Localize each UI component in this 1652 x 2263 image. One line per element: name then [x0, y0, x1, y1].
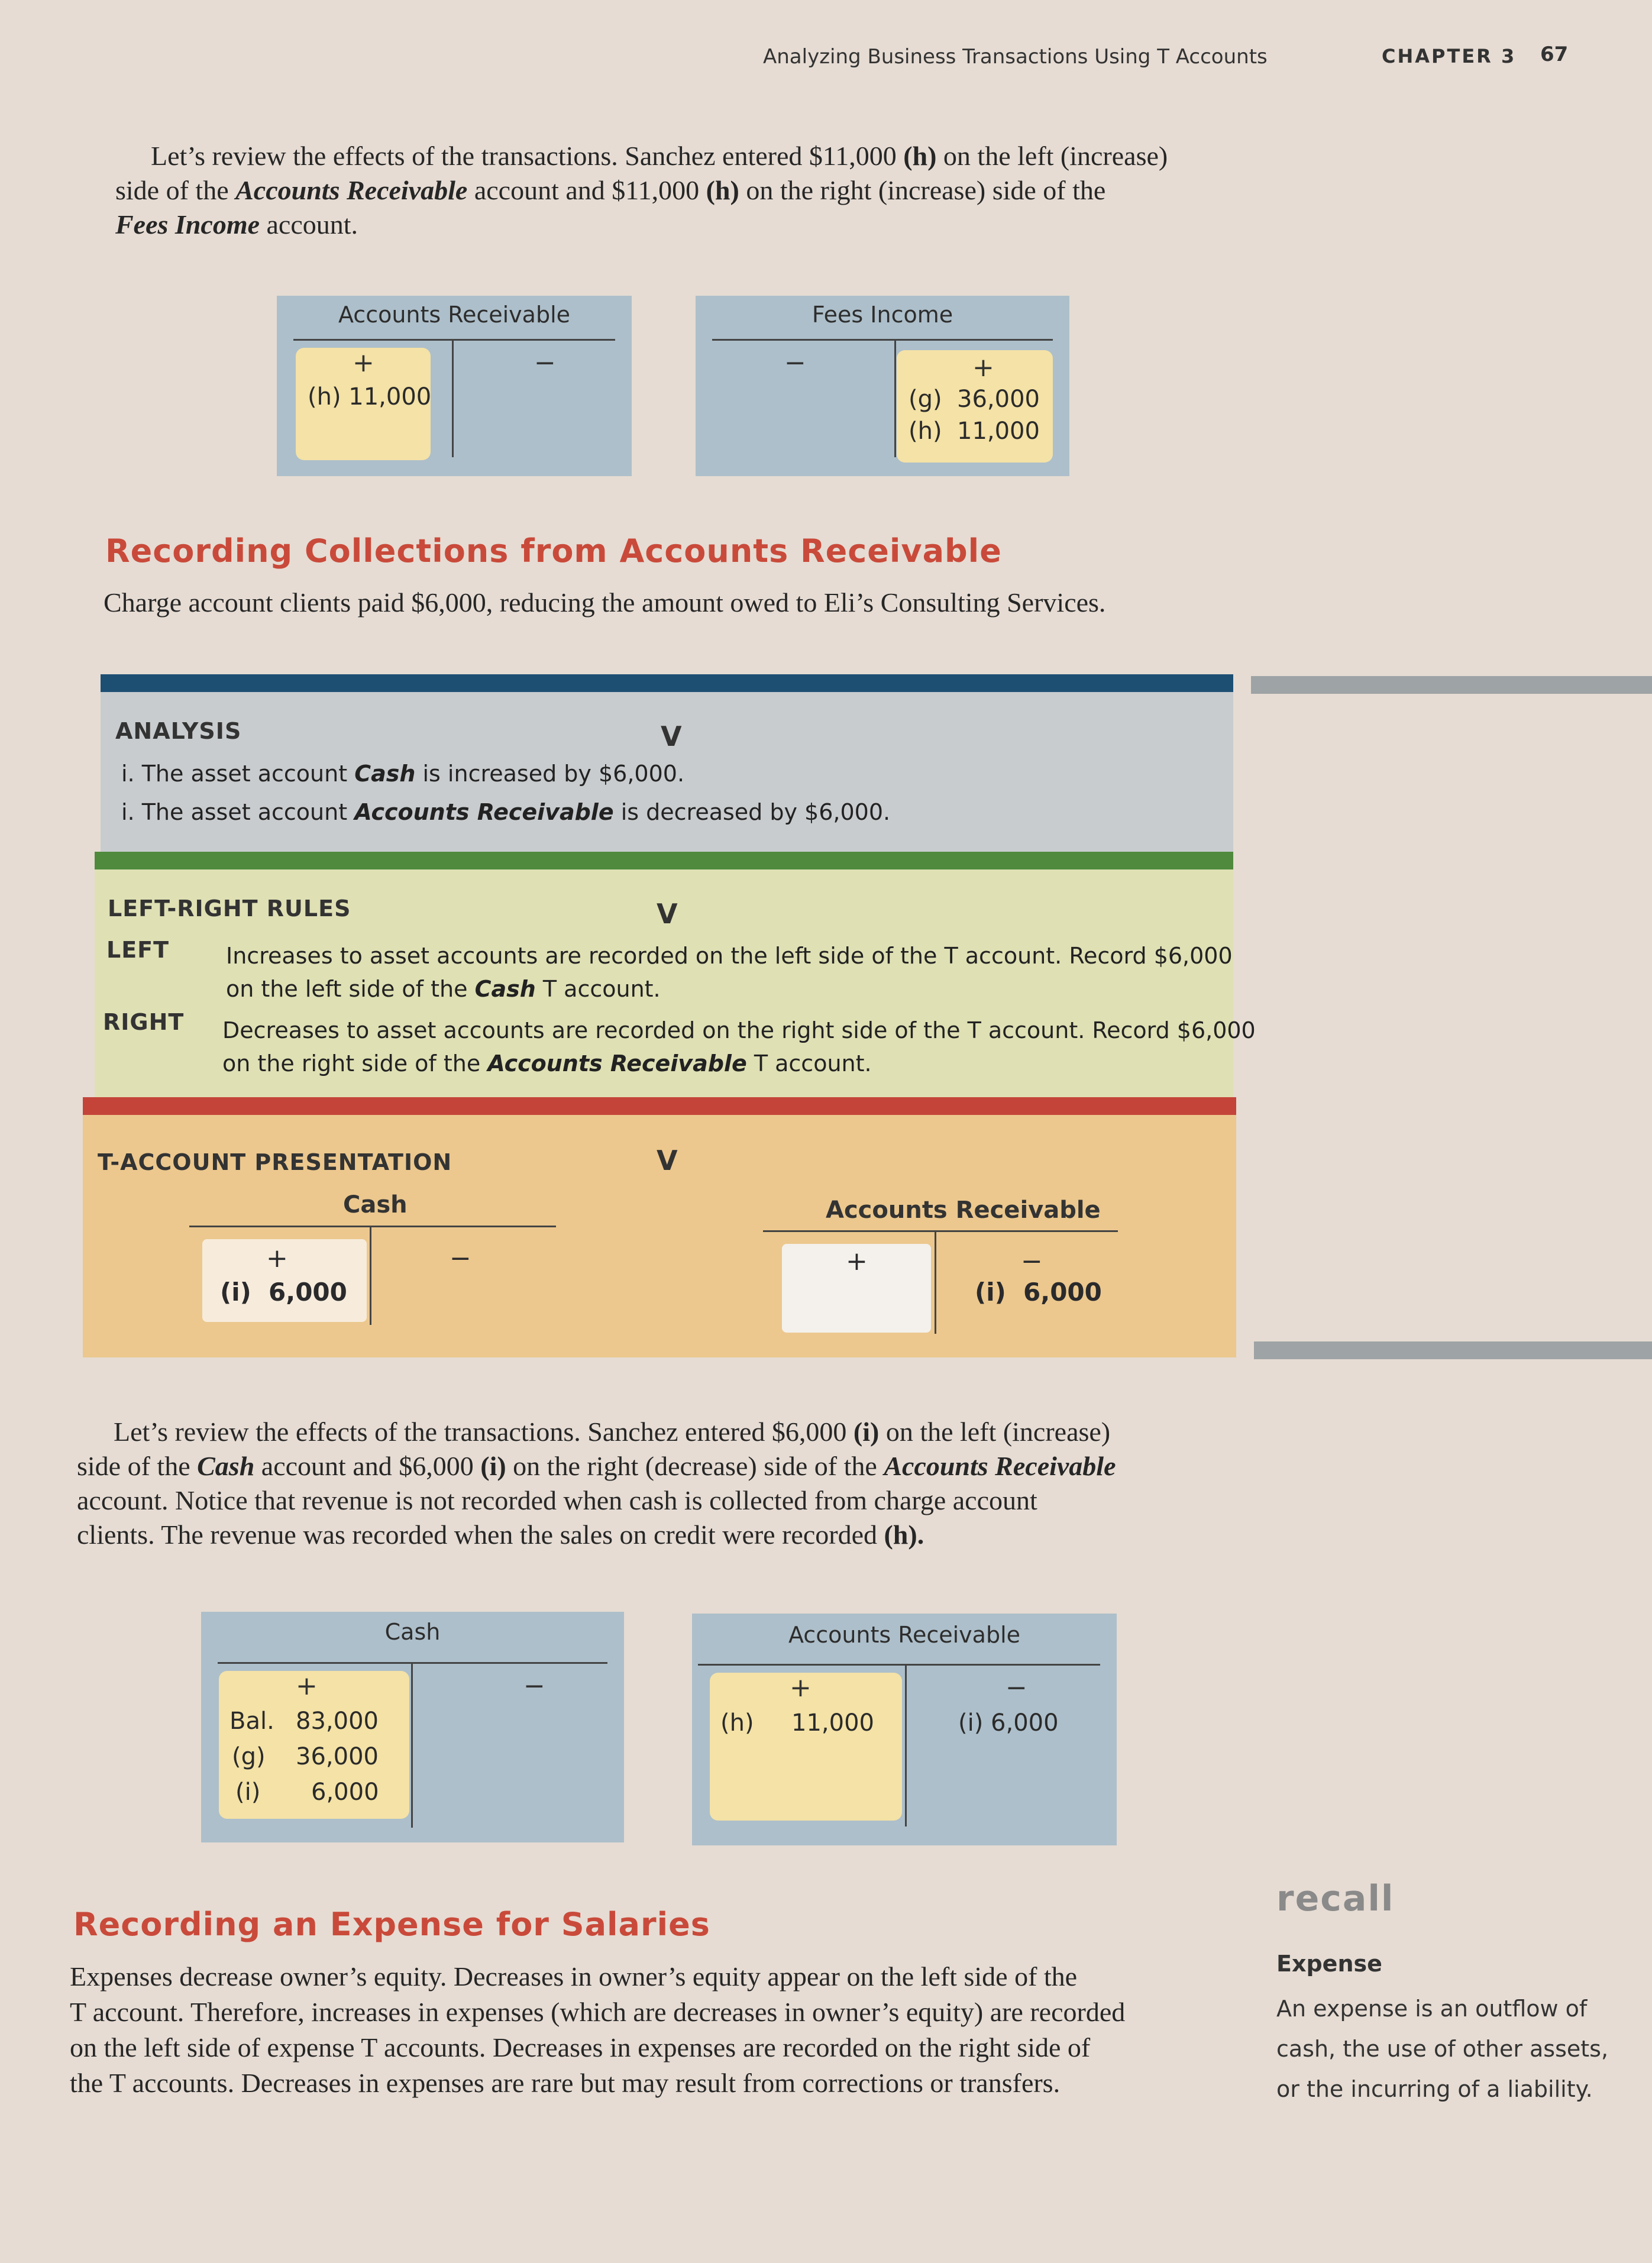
rules-title: LEFT-RIGHT RULES [108, 895, 351, 922]
page-number: 67 [1540, 43, 1569, 66]
recall-label: recall [1276, 1878, 1395, 1919]
review1-text: Let’s review the effects of the transactions. Sanchez entered $11,000 [151, 141, 897, 171]
section-heading: Recording an Expense for Salaries [73, 1906, 710, 1943]
debit-entry: (h) 11,000 [308, 383, 432, 410]
analysis-title: ANALYSIS [115, 718, 242, 744]
debit-ref: (g) [232, 1743, 266, 1770]
credit-entry: (g) 36,000 [909, 386, 1040, 413]
expense-text: on the left side of expense T accounts. Decreases in expenses are recorded on the right side of [70, 2032, 1091, 2062]
analysis-line-2 [121, 796, 890, 829]
t-account-divider [452, 339, 454, 457]
rules-account: Cash [474, 976, 536, 1002]
analysis-text: i. The asset account [121, 761, 348, 787]
expense-paragraph [70, 1959, 1253, 2101]
minus-sign: − [1006, 1673, 1027, 1703]
review1-account: Fees Income [115, 209, 260, 240]
credit-entry: (h) 11,000 [909, 418, 1040, 445]
presentation-band [83, 1097, 1236, 1115]
recall-text: An expense is an outflow of [1276, 1996, 1588, 2022]
section-heading: Recording Collections from Accounts Receivable [105, 532, 1002, 570]
review1-ref: (h) [903, 141, 937, 171]
analysis-text: is decreased by $6,000. [620, 799, 891, 825]
t-account-divider [370, 1226, 371, 1325]
minus-sign: − [784, 348, 806, 378]
t-account-divider [894, 339, 896, 457]
plus-sign: + [296, 1671, 318, 1701]
t-account-divider [935, 1230, 936, 1334]
review1-text: account and $11,000 [474, 175, 700, 205]
flow-chevron: V [657, 1145, 678, 1176]
t-account-cash [201, 1612, 624, 1842]
chapter-label: CHAPTER 3 [1382, 45, 1517, 67]
review1-text: on the right (increase) side of the [746, 175, 1106, 205]
recall-term: Expense [1276, 1951, 1382, 1977]
analysis-line-1 [121, 757, 684, 790]
expense-text: the T accounts. Decreases in expenses are rare but may result from corrections or transfers. [70, 2068, 1061, 2098]
presentation-title: T-ACCOUNT PRESENTATION [98, 1149, 452, 1175]
t-account-title: Cash [384, 1619, 441, 1645]
review2-account: Accounts Receivable [884, 1451, 1116, 1481]
t-account-rule [698, 1664, 1100, 1666]
expense-text: T account. Therefore, increases in expenses (which are decreases in owner’s equity) are recorded [70, 1997, 1126, 2027]
debit-amount: 36,000 [296, 1743, 379, 1770]
section-intro: Charge account clients paid $6,000, reducing the amount owed to Eli’s Consulting Services. [104, 587, 1106, 618]
expense-text: Expenses decrease owner’s equity. Decreases in owner’s equity appear on the left side of the [70, 1961, 1078, 1992]
t-account-rule [189, 1226, 556, 1227]
t-account-accounts-receivable [277, 296, 632, 476]
review2-text: Let’s review the effects of the transactions. Sanchez entered $6,000 [114, 1417, 847, 1447]
minus-sign: − [523, 1671, 545, 1701]
rules-band [95, 852, 1233, 869]
t-account-title: Accounts Receivable [826, 1197, 1101, 1224]
review2-text: clients. The revenue was recorded when the sales on credit were recorded [77, 1520, 877, 1550]
debit-amount: 6,000 [311, 1779, 379, 1806]
t-account-title: Fees Income [812, 302, 953, 328]
minus-sign: − [1021, 1246, 1043, 1276]
review1-account: Accounts Receivable [235, 175, 468, 205]
debit-ref: (i) [235, 1779, 261, 1806]
review2-text: on the right (decrease) side of the [513, 1451, 877, 1481]
recall-text: cash, the use of other assets, [1276, 2036, 1609, 2062]
debit-amount: 11,000 [791, 1709, 874, 1737]
presentation-cash-account [189, 1189, 556, 1331]
rules-account: Accounts Receivable [487, 1050, 747, 1076]
rules-text: T account. [542, 976, 661, 1002]
review2-ref: (i) [853, 1417, 880, 1447]
debit-amount: 83,000 [296, 1708, 379, 1735]
review2-ref: (i) [480, 1451, 506, 1481]
t-account-rule [712, 339, 1053, 341]
recall-definition [1276, 1989, 1608, 2109]
presentation-ar-account [763, 1192, 1118, 1334]
analysis-band [101, 674, 1233, 692]
flow-chevron: V [661, 720, 682, 752]
rules-text: on the left side of the [226, 976, 468, 1002]
t-account-rule [293, 339, 615, 341]
t-account-title: Accounts Receivable [788, 1622, 1021, 1648]
plus-sign: + [790, 1673, 812, 1703]
margin-divider [1254, 1341, 1652, 1359]
credit-entry: (i) 6,000 [975, 1278, 1102, 1307]
review2-ref: (h). [884, 1520, 924, 1550]
t-account-title: Cash [343, 1191, 408, 1218]
rules-right-label: RIGHT [103, 1009, 185, 1035]
t-account-accounts-receivable-2 [692, 1614, 1117, 1845]
minus-sign: − [450, 1243, 471, 1273]
review-paragraph-1 [115, 139, 1239, 242]
review1-ref: (h) [706, 175, 739, 205]
review1-text: account. [266, 209, 358, 240]
rules-text: T account. [754, 1050, 872, 1076]
plus-sign: + [353, 348, 374, 378]
plus-sign: + [846, 1246, 868, 1276]
t-account-divider [411, 1662, 413, 1828]
margin-divider [1251, 676, 1652, 694]
analysis-text: i. The asset account [121, 799, 348, 825]
review2-account: Cash [197, 1451, 255, 1481]
rules-text: Increases to asset accounts are recorded on the left side of the T account. Record $6,000 [226, 943, 1233, 969]
rules-text: on the right side of the [222, 1050, 481, 1076]
review-paragraph-2 [77, 1415, 1248, 1552]
debit-ref: (h) [720, 1709, 754, 1737]
review2-text: account. Notice that revenue is not recorded when cash is collected from charge account [77, 1485, 1037, 1515]
credit-entry: (i) 6,000 [958, 1709, 1059, 1737]
debit-entry: (i) 6,000 [220, 1278, 347, 1307]
rules-text: Decreases to asset accounts are recorded on the right side of the T account. Record $6,000 [222, 1017, 1256, 1043]
review1-text: side of the [115, 175, 229, 205]
rules-left-text [226, 939, 1233, 1006]
rules-left-label: LEFT [106, 937, 170, 963]
review1-text: on the left (increase) [943, 141, 1168, 171]
t-account-title: Accounts Receivable [338, 302, 571, 328]
analysis-text: is increased by $6,000. [422, 761, 685, 787]
flow-chevron: V [657, 898, 678, 930]
analysis-account: Cash [354, 761, 416, 787]
minus-sign: − [534, 348, 556, 378]
rules-right-text [222, 1014, 1256, 1080]
plus-sign: + [972, 353, 994, 383]
recall-text: or the incurring of a liability. [1276, 2076, 1593, 2102]
review2-text: account and $6,000 [261, 1451, 474, 1481]
running-header-title: Analyzing Business Transactions Using T Accounts [763, 45, 1268, 69]
t-account-divider [905, 1664, 907, 1826]
debit-ref: Bal. [229, 1708, 274, 1735]
analysis-account: Accounts Receivable [354, 799, 614, 825]
plus-sign: + [266, 1243, 288, 1273]
t-account-rule [763, 1230, 1118, 1232]
t-account-fees-income [696, 296, 1069, 476]
review2-text: on the left (increase) [885, 1417, 1111, 1447]
review2-text: side of the [77, 1451, 190, 1481]
